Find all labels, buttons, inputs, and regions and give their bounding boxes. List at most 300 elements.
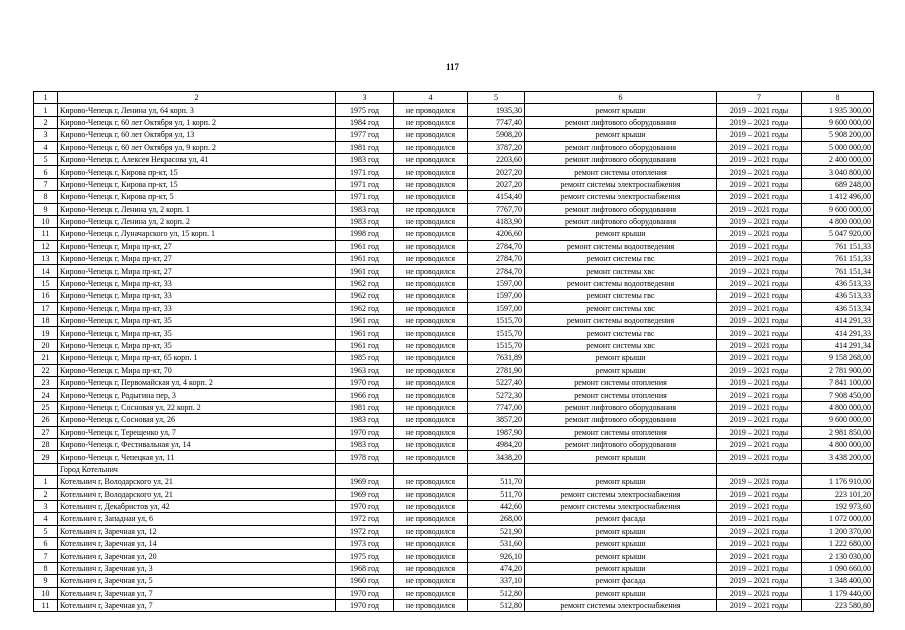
- table-row: [34, 253, 874, 265]
- last-repair-cell: не проводился: [394, 376, 468, 388]
- last-repair-cell: не проводился: [394, 401, 468, 413]
- address-cell: Кирово-Чепецк г, Фестивальная ул, 14: [58, 438, 336, 450]
- area-cell: 1515,70: [468, 315, 525, 327]
- area-cell: 521,90: [468, 525, 525, 537]
- year-built-cell: 1983 год: [336, 153, 394, 165]
- period-cell: 2019 – 2021 годы: [717, 600, 802, 612]
- row-number-cell: 21: [34, 352, 58, 364]
- area-cell: 512,80: [468, 587, 525, 599]
- work-type-cell: ремонт системы отопления: [525, 376, 717, 388]
- row-number-cell: 29: [34, 451, 58, 463]
- table-row: [34, 364, 874, 376]
- area-cell: 1515,70: [468, 339, 525, 351]
- address-cell: Котельнич г, Заречная ул, 14: [58, 538, 336, 550]
- year-built-cell: 1978 год: [336, 451, 394, 463]
- work-type-cell: ремонт системы электроснабжения: [525, 178, 717, 190]
- address-cell: Кирово-Чепецк г, Алексея Некрасова ул, 41: [58, 153, 336, 165]
- year-built-cell: 1970 год: [336, 600, 394, 612]
- area-cell: 1515,70: [468, 327, 525, 339]
- last-repair-cell: не проводился: [394, 129, 468, 141]
- year-built-cell: 1998 год: [336, 228, 394, 240]
- last-repair-cell: не проводился: [394, 500, 468, 512]
- work-type-cell: ремонт крыши: [525, 587, 717, 599]
- area-cell: 5272,30: [468, 389, 525, 401]
- period-cell: 2019 – 2021 годы: [717, 500, 802, 512]
- period-cell: 2019 – 2021 годы: [717, 191, 802, 203]
- work-type-cell: ремонт фасада: [525, 513, 717, 525]
- table-row: [34, 203, 874, 215]
- work-type-cell: ремонт крыши: [525, 104, 717, 116]
- row-number-cell: 19: [34, 327, 58, 339]
- last-repair-cell: не проводился: [394, 178, 468, 190]
- last-repair-cell: не проводился: [394, 352, 468, 364]
- cost-cell: 4 800 000,00: [802, 401, 874, 413]
- section-empty-cell: [717, 463, 802, 475]
- cost-cell: 1 222 680,00: [802, 538, 874, 550]
- work-type-cell: ремонт крыши: [525, 562, 717, 574]
- table-row: [34, 277, 874, 289]
- area-cell: 1597,00: [468, 277, 525, 289]
- work-type-cell: ремонт системы отопления: [525, 426, 717, 438]
- period-cell: 2019 – 2021 годы: [717, 451, 802, 463]
- table-row: [34, 438, 874, 450]
- address-cell: Кирово-Чепецк г, 60 лет Октября ул, 1 корп. 2: [58, 116, 336, 128]
- row-number-cell: 20: [34, 339, 58, 351]
- address-cell: Кирово-Чепецк г, Ленина ул, 64 корп. 3: [58, 104, 336, 116]
- area-cell: 2027,20: [468, 178, 525, 190]
- table-row: [34, 538, 874, 550]
- last-repair-cell: не проводился: [394, 575, 468, 587]
- work-type-cell: ремонт лифтового оборудования: [525, 414, 717, 426]
- column-header: 6: [525, 92, 717, 104]
- cost-cell: 1 935 300,00: [802, 104, 874, 116]
- period-cell: 2019 – 2021 годы: [717, 215, 802, 227]
- period-cell: 2019 – 2021 годы: [717, 178, 802, 190]
- row-number-cell: 26: [34, 414, 58, 426]
- repair-schedule-table: [33, 91, 874, 612]
- period-cell: 2019 – 2021 годы: [717, 438, 802, 450]
- table-row: [34, 104, 874, 116]
- last-repair-cell: не проводился: [394, 525, 468, 537]
- last-repair-cell: не проводился: [394, 116, 468, 128]
- table-row: [34, 290, 874, 302]
- last-repair-cell: не проводился: [394, 562, 468, 574]
- table-row: [34, 265, 874, 277]
- period-cell: 2019 – 2021 годы: [717, 575, 802, 587]
- year-built-cell: 1970 год: [336, 426, 394, 438]
- period-cell: 2019 – 2021 годы: [717, 265, 802, 277]
- last-repair-cell: не проводился: [394, 426, 468, 438]
- table-row: [34, 513, 874, 525]
- work-type-cell: ремонт системы отопления: [525, 166, 717, 178]
- year-built-cell: 1972 год: [336, 525, 394, 537]
- area-cell: 5227,40: [468, 376, 525, 388]
- work-type-cell: ремонт системы гвс: [525, 253, 717, 265]
- area-cell: 4984,20: [468, 438, 525, 450]
- row-number-cell: 1: [34, 104, 58, 116]
- table-row: [34, 600, 874, 612]
- cost-cell: 436 513,33: [802, 290, 874, 302]
- address-cell: Котельнич г, Володарского ул, 21: [58, 476, 336, 488]
- column-header: 3: [336, 92, 394, 104]
- column-header: 8: [802, 92, 874, 104]
- table-row: [34, 389, 874, 401]
- work-type-cell: ремонт крыши: [525, 525, 717, 537]
- section-empty-cell: [394, 463, 468, 475]
- section-empty-cell: [802, 463, 874, 475]
- year-built-cell: 1970 год: [336, 587, 394, 599]
- address-cell: Кирово-Чепецк г, Мира пр-кт, 33: [58, 302, 336, 314]
- year-built-cell: 1961 год: [336, 327, 394, 339]
- section-number-cell: [34, 463, 58, 475]
- area-cell: 511,70: [468, 476, 525, 488]
- address-cell: Кирово-Чепецк г, Мира пр-кт, 35: [58, 327, 336, 339]
- period-cell: 2019 – 2021 годы: [717, 327, 802, 339]
- year-built-cell: 1975 год: [336, 104, 394, 116]
- area-cell: 337,10: [468, 575, 525, 587]
- cost-cell: 436 513,33: [802, 277, 874, 289]
- period-cell: 2019 – 2021 годы: [717, 389, 802, 401]
- last-repair-cell: не проводился: [394, 476, 468, 488]
- area-cell: 268,00: [468, 513, 525, 525]
- work-type-cell: ремонт лифтового оборудования: [525, 116, 717, 128]
- table-row: [34, 141, 874, 153]
- section-empty-cell: [468, 463, 525, 475]
- table-row: [34, 414, 874, 426]
- cost-cell: 7 908 450,00: [802, 389, 874, 401]
- period-cell: 2019 – 2021 годы: [717, 414, 802, 426]
- address-cell: Котельнич г, Декабристов ул, 42: [58, 500, 336, 512]
- last-repair-cell: не проводился: [394, 166, 468, 178]
- year-built-cell: 1969 год: [336, 488, 394, 500]
- table-row: [34, 153, 874, 165]
- last-repair-cell: не проводился: [394, 327, 468, 339]
- table-row: [34, 476, 874, 488]
- table-row: [34, 116, 874, 128]
- address-cell: Кирово-Чепецк г, Сосновая ул, 26: [58, 414, 336, 426]
- address-cell: Кирово-Чепецк г, 60 лет Октября ул, 9 корп. 2: [58, 141, 336, 153]
- year-built-cell: 1963 год: [336, 364, 394, 376]
- period-cell: 2019 – 2021 годы: [717, 364, 802, 376]
- last-repair-cell: не проводился: [394, 513, 468, 525]
- row-number-cell: 8: [34, 191, 58, 203]
- last-repair-cell: не проводился: [394, 339, 468, 351]
- work-type-cell: ремонт крыши: [525, 228, 717, 240]
- table-row: [34, 451, 874, 463]
- cost-cell: 414 291,33: [802, 327, 874, 339]
- year-built-cell: 1968 год: [336, 562, 394, 574]
- period-cell: 2019 – 2021 годы: [717, 104, 802, 116]
- area-cell: 7767,70: [468, 203, 525, 215]
- year-built-cell: 1983 год: [336, 203, 394, 215]
- address-cell: Кирово-Чепецк г, Мира пр-кт, 65 корп. 1: [58, 352, 336, 364]
- period-cell: 2019 – 2021 годы: [717, 153, 802, 165]
- cost-cell: 761 151,33: [802, 240, 874, 252]
- year-built-cell: 1973 год: [336, 538, 394, 550]
- last-repair-cell: не проводился: [394, 538, 468, 550]
- cost-cell: 2 400 000,00: [802, 153, 874, 165]
- year-built-cell: 1972 год: [336, 513, 394, 525]
- table-row: [34, 500, 874, 512]
- period-cell: 2019 – 2021 годы: [717, 352, 802, 364]
- row-number-cell: 16: [34, 290, 58, 302]
- row-number-cell: 6: [34, 538, 58, 550]
- cost-cell: 192 973,60: [802, 500, 874, 512]
- last-repair-cell: не проводился: [394, 191, 468, 203]
- last-repair-cell: не проводился: [394, 389, 468, 401]
- year-built-cell: 1969 год: [336, 476, 394, 488]
- table-row: [34, 166, 874, 178]
- address-cell: Кирово-Чепецк г, Луначарского ул, 15 корп. 1: [58, 228, 336, 240]
- table-row: [34, 315, 874, 327]
- cost-cell: 1 072 000,00: [802, 513, 874, 525]
- column-header: 4: [394, 92, 468, 104]
- cost-cell: 5 908 200,00: [802, 129, 874, 141]
- area-cell: 511,70: [468, 488, 525, 500]
- address-cell: Кирово-Чепецк г, Мира пр-кт, 27: [58, 265, 336, 277]
- cost-cell: 4 800 000,00: [802, 215, 874, 227]
- section-empty-cell: [336, 463, 394, 475]
- work-type-cell: ремонт крыши: [525, 364, 717, 376]
- column-header: 5: [468, 92, 525, 104]
- area-cell: 3857,20: [468, 414, 525, 426]
- row-number-cell: 13: [34, 253, 58, 265]
- row-number-cell: 2: [34, 116, 58, 128]
- period-cell: 2019 – 2021 годы: [717, 203, 802, 215]
- area-cell: 1597,00: [468, 290, 525, 302]
- work-type-cell: ремонт системы электроснабжения: [525, 500, 717, 512]
- period-cell: 2019 – 2021 годы: [717, 488, 802, 500]
- period-cell: 2019 – 2021 годы: [717, 587, 802, 599]
- period-cell: 2019 – 2021 годы: [717, 129, 802, 141]
- cost-cell: 2 781 900,00: [802, 364, 874, 376]
- last-repair-cell: не проводился: [394, 253, 468, 265]
- column-number-row: [34, 92, 874, 104]
- address-cell: Кирово-Чепецк г, 60 лет Октября ул, 13: [58, 129, 336, 141]
- address-cell: Кирово-Чепецк г, Кирова пр-кт, 15: [58, 166, 336, 178]
- last-repair-cell: не проводился: [394, 240, 468, 252]
- last-repair-cell: не проводился: [394, 550, 468, 562]
- work-type-cell: ремонт лифтового оборудования: [525, 153, 717, 165]
- period-cell: 2019 – 2021 годы: [717, 290, 802, 302]
- work-type-cell: ремонт системы водоотведения: [525, 277, 717, 289]
- work-type-cell: ремонт системы отопления: [525, 389, 717, 401]
- work-type-cell: ремонт фасада: [525, 575, 717, 587]
- address-cell: Котельнич г, Заречная ул, 7: [58, 587, 336, 599]
- last-repair-cell: не проводился: [394, 451, 468, 463]
- row-number-cell: 4: [34, 513, 58, 525]
- table-row: [34, 129, 874, 141]
- area-cell: 7747,40: [468, 116, 525, 128]
- area-cell: 3787,20: [468, 141, 525, 153]
- table-row: [34, 488, 874, 500]
- table-row: [34, 401, 874, 413]
- address-cell: Кирово-Чепецк г, Родыгина пер, 3: [58, 389, 336, 401]
- cost-cell: 9 600 000,00: [802, 116, 874, 128]
- row-number-cell: 10: [34, 215, 58, 227]
- address-cell: Кирово-Чепецк г, Кирова пр-кт, 15: [58, 178, 336, 190]
- address-cell: Котельнич г, Заречная ул, 5: [58, 575, 336, 587]
- last-repair-cell: не проводился: [394, 414, 468, 426]
- address-cell: Кирово-Чепецк г, Кирова пр-кт, 5: [58, 191, 336, 203]
- page-number: 117: [445, 62, 459, 72]
- year-built-cell: 1985 год: [336, 352, 394, 364]
- work-type-cell: ремонт системы гвс: [525, 327, 717, 339]
- area-cell: 512,80: [468, 600, 525, 612]
- year-built-cell: 1983 год: [336, 215, 394, 227]
- year-built-cell: 1977 год: [336, 129, 394, 141]
- address-cell: Кирово-Чепецк г, Мира пр-кт, 27: [58, 240, 336, 252]
- last-repair-cell: не проводился: [394, 141, 468, 153]
- work-type-cell: ремонт крыши: [525, 352, 717, 364]
- work-type-cell: ремонт лифтового оборудования: [525, 401, 717, 413]
- cost-cell: 414 291,34: [802, 339, 874, 351]
- period-cell: 2019 – 2021 годы: [717, 141, 802, 153]
- cost-cell: 761 151,33: [802, 253, 874, 265]
- address-cell: Кирово-Чепецк г, Первомайская ул, 4 корп. 2: [58, 376, 336, 388]
- work-type-cell: ремонт крыши: [525, 129, 717, 141]
- year-built-cell: 1962 год: [336, 290, 394, 302]
- last-repair-cell: не проводился: [394, 587, 468, 599]
- table-row: [34, 376, 874, 388]
- period-cell: 2019 – 2021 годы: [717, 228, 802, 240]
- row-number-cell: 9: [34, 575, 58, 587]
- address-cell: Кирово-Чепецк г, Терещенко ул, 7: [58, 426, 336, 438]
- address-cell: Кирово-Чепецк г, Чепецкая ул, 11: [58, 451, 336, 463]
- area-cell: 7631,89: [468, 352, 525, 364]
- area-cell: 4183,90: [468, 215, 525, 227]
- table-row: [34, 215, 874, 227]
- cost-cell: 4 800 000,00: [802, 438, 874, 450]
- row-number-cell: 17: [34, 302, 58, 314]
- row-number-cell: 5: [34, 153, 58, 165]
- last-repair-cell: не проводился: [394, 265, 468, 277]
- cost-cell: 689 248,00: [802, 178, 874, 190]
- work-type-cell: ремонт крыши: [525, 550, 717, 562]
- period-cell: 2019 – 2021 годы: [717, 550, 802, 562]
- table-row: [34, 327, 874, 339]
- table-row: [34, 339, 874, 351]
- work-type-cell: ремонт системы хвс: [525, 265, 717, 277]
- cost-cell: 9 600 000,00: [802, 414, 874, 426]
- last-repair-cell: не проводился: [394, 277, 468, 289]
- cost-cell: 9 600 000,00: [802, 203, 874, 215]
- cost-cell: 223 101,20: [802, 488, 874, 500]
- period-cell: 2019 – 2021 годы: [717, 562, 802, 574]
- work-type-cell: ремонт системы электроснабжения: [525, 488, 717, 500]
- period-cell: 2019 – 2021 годы: [717, 339, 802, 351]
- year-built-cell: 1983 год: [336, 414, 394, 426]
- cost-cell: 2 130 030,00: [802, 550, 874, 562]
- table-row: [34, 178, 874, 190]
- address-cell: Кирово-Чепецк г, Ленина ул, 2 корп. 2: [58, 215, 336, 227]
- last-repair-cell: не проводился: [394, 290, 468, 302]
- area-cell: 1597,00: [468, 302, 525, 314]
- cost-cell: 9 158 268,00: [802, 352, 874, 364]
- address-cell: Котельнич г, Володарского ул, 21: [58, 488, 336, 500]
- row-number-cell: 3: [34, 500, 58, 512]
- row-number-cell: 18: [34, 315, 58, 327]
- column-header: 7: [717, 92, 802, 104]
- area-cell: 2784,70: [468, 265, 525, 277]
- period-cell: 2019 – 2021 годы: [717, 525, 802, 537]
- row-number-cell: 24: [34, 389, 58, 401]
- row-number-cell: 2: [34, 488, 58, 500]
- period-cell: 2019 – 2021 годы: [717, 426, 802, 438]
- last-repair-cell: не проводился: [394, 203, 468, 215]
- year-built-cell: 1971 год: [336, 166, 394, 178]
- area-cell: 3438,20: [468, 451, 525, 463]
- row-number-cell: 23: [34, 376, 58, 388]
- cost-cell: 2 981 850,00: [802, 426, 874, 438]
- address-cell: Кирово-Чепецк г, Мира пр-кт, 70: [58, 364, 336, 376]
- year-built-cell: 1961 год: [336, 240, 394, 252]
- period-cell: 2019 – 2021 годы: [717, 401, 802, 413]
- work-type-cell: ремонт крыши: [525, 451, 717, 463]
- section-empty-cell: [525, 463, 717, 475]
- row-number-cell: 1: [34, 476, 58, 488]
- row-number-cell: 8: [34, 562, 58, 574]
- table-row: [34, 240, 874, 252]
- cost-cell: 3 438 200,00: [802, 451, 874, 463]
- period-cell: 2019 – 2021 годы: [717, 513, 802, 525]
- address-cell: Кирово-Чепецк г, Мира пр-кт, 33: [58, 277, 336, 289]
- row-number-cell: 4: [34, 141, 58, 153]
- last-repair-cell: не проводился: [394, 302, 468, 314]
- area-cell: 4154,40: [468, 191, 525, 203]
- table-row: [34, 426, 874, 438]
- year-built-cell: 1984 год: [336, 116, 394, 128]
- year-built-cell: 1960 год: [336, 575, 394, 587]
- last-repair-cell: не проводился: [394, 364, 468, 376]
- work-type-cell: ремонт системы электроснабжения: [525, 191, 717, 203]
- cost-cell: 1 179 440,00: [802, 587, 874, 599]
- year-built-cell: 1970 год: [336, 500, 394, 512]
- cost-cell: 5 000 000,00: [802, 141, 874, 153]
- last-repair-cell: не проводился: [394, 153, 468, 165]
- work-type-cell: ремонт крыши: [525, 476, 717, 488]
- year-built-cell: 1971 год: [336, 178, 394, 190]
- row-number-cell: 9: [34, 203, 58, 215]
- last-repair-cell: не проводился: [394, 600, 468, 612]
- year-built-cell: 1966 год: [336, 389, 394, 401]
- year-built-cell: 1961 год: [336, 339, 394, 351]
- address-cell: Кирово-Чепецк г, Ленина ул, 2 корп. 1: [58, 203, 336, 215]
- cost-cell: 1 090 660,00: [802, 562, 874, 574]
- work-type-cell: ремонт системы хвс: [525, 302, 717, 314]
- row-number-cell: 15: [34, 277, 58, 289]
- cost-cell: 414 291,33: [802, 315, 874, 327]
- year-built-cell: 1962 год: [336, 277, 394, 289]
- cost-cell: 1 176 910,00: [802, 476, 874, 488]
- address-cell: Кирово-Чепецк г, Мира пр-кт, 35: [58, 315, 336, 327]
- period-cell: 2019 – 2021 годы: [717, 315, 802, 327]
- address-cell: Котельнич г, Заречная ул, 3: [58, 562, 336, 574]
- period-cell: 2019 – 2021 годы: [717, 253, 802, 265]
- row-number-cell: 11: [34, 600, 58, 612]
- period-cell: 2019 – 2021 годы: [717, 476, 802, 488]
- table-row: [34, 191, 874, 203]
- last-repair-cell: не проводился: [394, 438, 468, 450]
- area-cell: 2784,70: [468, 240, 525, 252]
- cost-cell: 7 841 100,00: [802, 376, 874, 388]
- address-cell: Котельнич г, Западная ул, 6: [58, 513, 336, 525]
- address-cell: Котельнич г, Заречная ул, 20: [58, 550, 336, 562]
- row-number-cell: 22: [34, 364, 58, 376]
- period-cell: 2019 – 2021 годы: [717, 166, 802, 178]
- row-number-cell: 25: [34, 401, 58, 413]
- last-repair-cell: не проводился: [394, 215, 468, 227]
